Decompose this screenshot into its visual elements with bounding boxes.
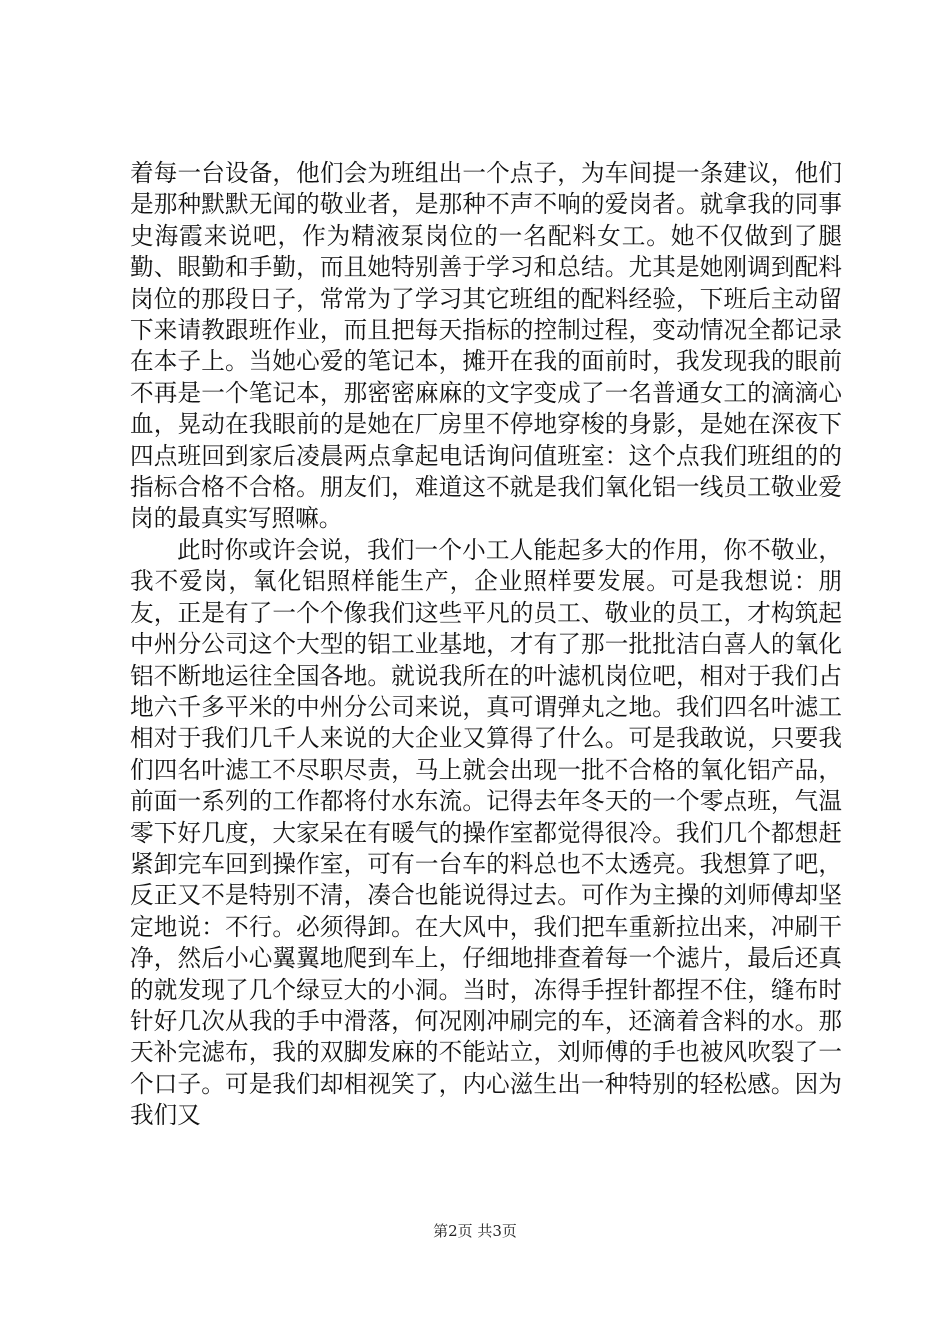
- page-number: 第2页 共3页: [433, 1222, 517, 1240]
- paragraph-2: 此时你或许会说，我们一个小工人能起多大的作用，你不敬业，我不爱岗，氧化铝照样能生产，企业照样要发展。可是我想说：朋友，正是有了一个个像我们这些平凡的员工、敬业的员工，才构筑起中州分公司这个大型的铝工业基地，才有了那一批批洁白喜人的氧化铝不断地运往全国各地。就说我所在的叶滤机岗位吧，相对于我们占地六千多平米的中州分公司来说，真可谓弹丸之地。我们四名叶滤工相对于我们几千人来说的大企业又算得了什么。可是我敢说，只要我们四名叶滤工不尽职尽责，马上就会出现一批不合格的氧化铝产品，前面一系列的工作都将付水东流。记得去年冬天的一个零点班，气温零下好几度，大家呆在有暖气的操作室都觉得很冷。我们几个都想赶紧卸完车回到操作室，可有一台车的料总也不太透亮。我想算了吧，反正又不是特别不清，凑合也能说得过去。可作为主操的刘师傅却坚定地说：不行。必须得卸。在大风中，我们把车重新拉出来，冲刷干净，然后小心翼翼地爬到车上，仔细地排查着每一个滤片，最后还真的就发现了几个绿豆大的小洞。当时，冻得手捏针都捏不住，缝布时针好几次从我的手中滑落，何况刚冲刷完的车，还滴着含料的水。那天补完滤布，我的双脚发麻的不能站立，刘师傅的手也被风吹裂了一个口子。可是我们却相视笑了，内心滋生出一种特别的轻松感。因为我们又: [130, 535, 842, 1130]
- page-footer: [0, 1220, 950, 1241]
- document-body: [130, 158, 842, 1132]
- paragraph-1: 着每一台设备，他们会为班组出一个点子，为车间提一条建议，他们是那种默默无闻的敬业者，是那种不声不响的爱岗者。就拿我的同事史海霞来说吧，作为精液泵岗位的一名配料女工。她不仅做到了腿勤、眼勤和手勤，而且她特别善于学习和总结。尤其是她刚调到配料岗位的那段日子，常常为了学习其它班组的配料经验，下班后主动留下来请教跟班作业，而且把每天指标的控制过程，变动情况全都记录在本子上。当她心爱的笔记本，摊开在我的面前时，我发现我的眼前不再是一个笔记本，那密密麻麻的文字变成了一名普通女工的滴滴心血，晃动在我眼前的是她在厂房里不停地穿梭的身影，是她在深夜下四点班回到家后凌晨两点拿起电话询问值班室：这个点我们班组的的指标合格不合格。朋友们，难道这不就是我们氧化铝一线员工敬业爱岗的最真实写照嘛。: [130, 159, 842, 533]
